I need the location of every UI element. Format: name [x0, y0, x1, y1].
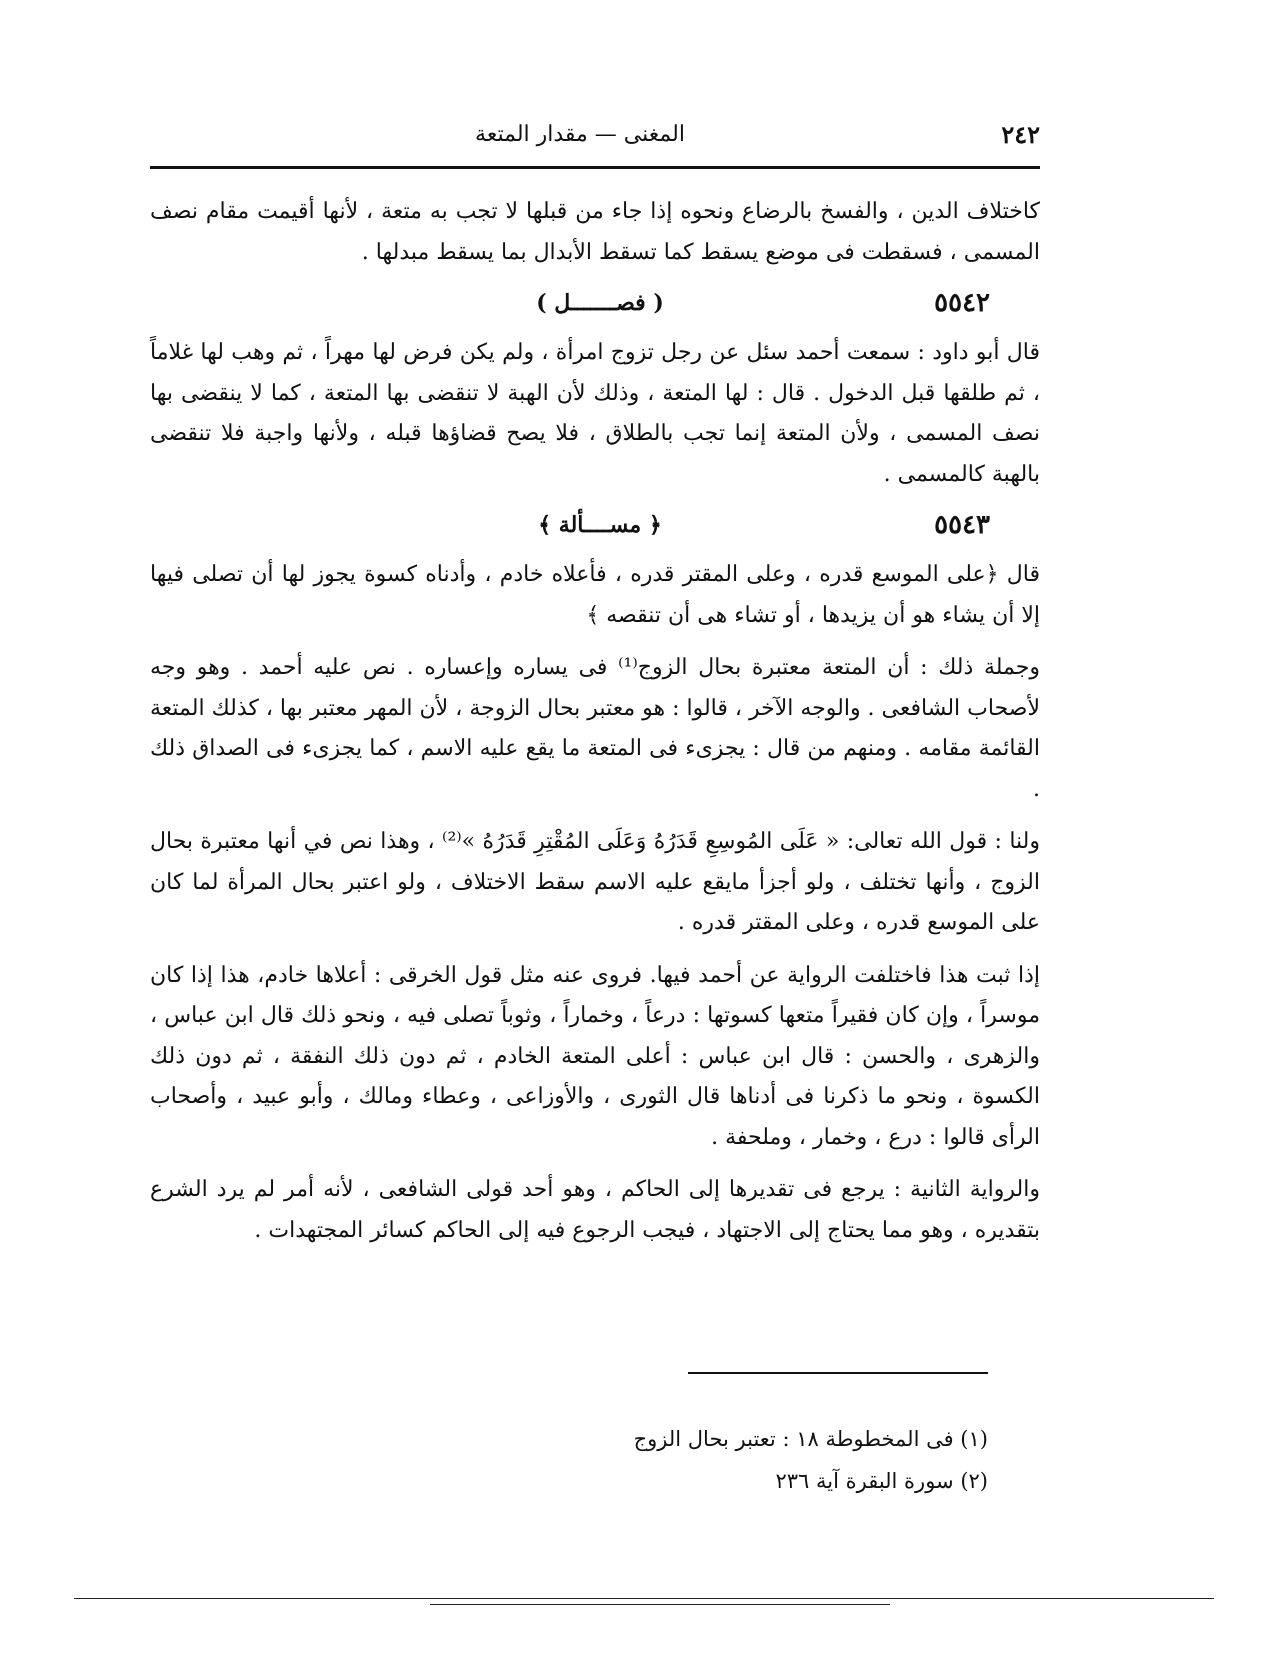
- paragraph-1: كاختلاف الدين ، والفسخ بالرضاع ونحوه إذا جاء من قبلها لا تجب به متعة ، لأنها أقيمت مقام نصف المسمى ، فسقطت فى موضع يسقط كما تسقط الأبدال بما يسقط مبدلها .: [150, 199, 1040, 265]
- paragraph-6: إذا ثبت هذا فاختلفت الرواية عن أحمد فيها. فروى عنه مثل قول الخرقى : أعلاها خادم، هذا إذا كان موسراً ، وإن كان فقيراً متعها كسوتها : درعاً ، وخماراً ، وثوباً تصلى فيه ، ونحو ذلك قال ابن عباس ، والزهرى ، والحسن : قال ابن عباس : أعلى المتعة الخادم ، ثم دون ذلك النفقة ، ثم دون ذلك الكسوة ، ونحو ما ذكرنا فى أدناها قال الثورى ، والأوزاعى ، وعطاء ومالك ، وأبو عبيد ، وأصحاب الرأى قالوا : درع ، وخمار ، وملحفة .: [150, 962, 1040, 1150]
- bottom-rule-short: [430, 1604, 890, 1605]
- page-header: [150, 118, 1040, 158]
- footnote-2: (٢) سورة البقرة آية ٢٣٦: [775, 1469, 988, 1493]
- main-text: [150, 192, 1040, 1251]
- section-5543: [150, 499, 1040, 549]
- header-rule: [150, 166, 1040, 169]
- footnote-rule: [688, 1372, 988, 1374]
- section-number: ٥٥٤٣: [934, 510, 990, 540]
- paragraph-7: والرواية الثانية : يرجع فى تقديرها إلى الحاكم ، وهو أحد قولى الشافعى ، لأنه أمر لم يرد الشرع بتقديره ، وهو مما يحتاج إلى الاجتهاد ، فيجب الرجوع فيه إلى الحاكم كسائر المجتهدات .: [150, 1177, 1040, 1243]
- paragraph-3: قال ﴿على الموسع قدره ، وعلى المقتر قدره ، فأعلاه خادم ، وأدناه كسوة يجوز لها أن تصلى فيها إلا أن يشاء هو أن يزيدها ، أو تشاء هى أن تنقصه ﴾: [150, 562, 1040, 628]
- section-heading: ( فصـــــــل ): [536, 290, 664, 316]
- footnote-1: (١) فى المخطوطة ١٨ : تعتبر بحال الزوج: [633, 1427, 988, 1451]
- footnotes: [488, 1418, 988, 1502]
- paragraph-2: قال أبو داود : سمعت أحمد سئل عن رجل تزوج امرأة ، ولم يكن فرض لها مهراً ، ثم وهب لها غلاماً ، ثم طلقها قبل الدخول . قال : لها المتعة ، وذلك لأن الهبة لا تنقضى بها المتعة ، كما لا ينقضى بها نصف المسمى ، ولأن المتعة إنما تجب بالطلاق ، فلا يصح قضاؤها قبله ، ولأنها واجبة فلا تنقضى بالهبة كالمسمى .: [150, 340, 1040, 487]
- paragraph-4: وجملة ذلك : أن المتعة معتبرة بحال الزوج⁽¹⁾ فى يساره وإعساره . نص عليه أحمد . وهو وجه لأصحاب الشافعى . والوجه الآخر ، قالوا : هو معتبر بحال الزوجة ، لأن المهر معتبر بها ، كذلك المتعة القائمة مقامه . ومنهم من قال : يجزىء فى المتعة ما يقع عليه الاسم ، كما يجزىء فى الصداق ذلك .: [150, 655, 1040, 802]
- section-5542: [150, 277, 1040, 327]
- paragraph-5: ولنا : قول الله تعالى: « عَلَى المُوسِعِ قَدَرُهُ وَعَلَى المُقْتِرِ قَدَرُهُ »⁽²⁾ ، وهذا نص في أنها معتبرة بحال الزوج ، وأنها تختلف ، ولو أجزأ مايقع عليه الاسم سقط الاختلاف ، ولو اعتبر بحال المرأة لما كان على الموسع قدره ، وعلى المقتر قدره .: [150, 829, 1040, 935]
- bottom-rule: [74, 1598, 1214, 1599]
- page-number: ٢٤٢: [1001, 120, 1040, 149]
- running-title: المغنى — مقدار المتعة: [475, 122, 685, 147]
- section-heading: ﴿ مســــألة ﴾: [538, 512, 662, 538]
- section-number: ٥٥٤٢: [934, 288, 990, 318]
